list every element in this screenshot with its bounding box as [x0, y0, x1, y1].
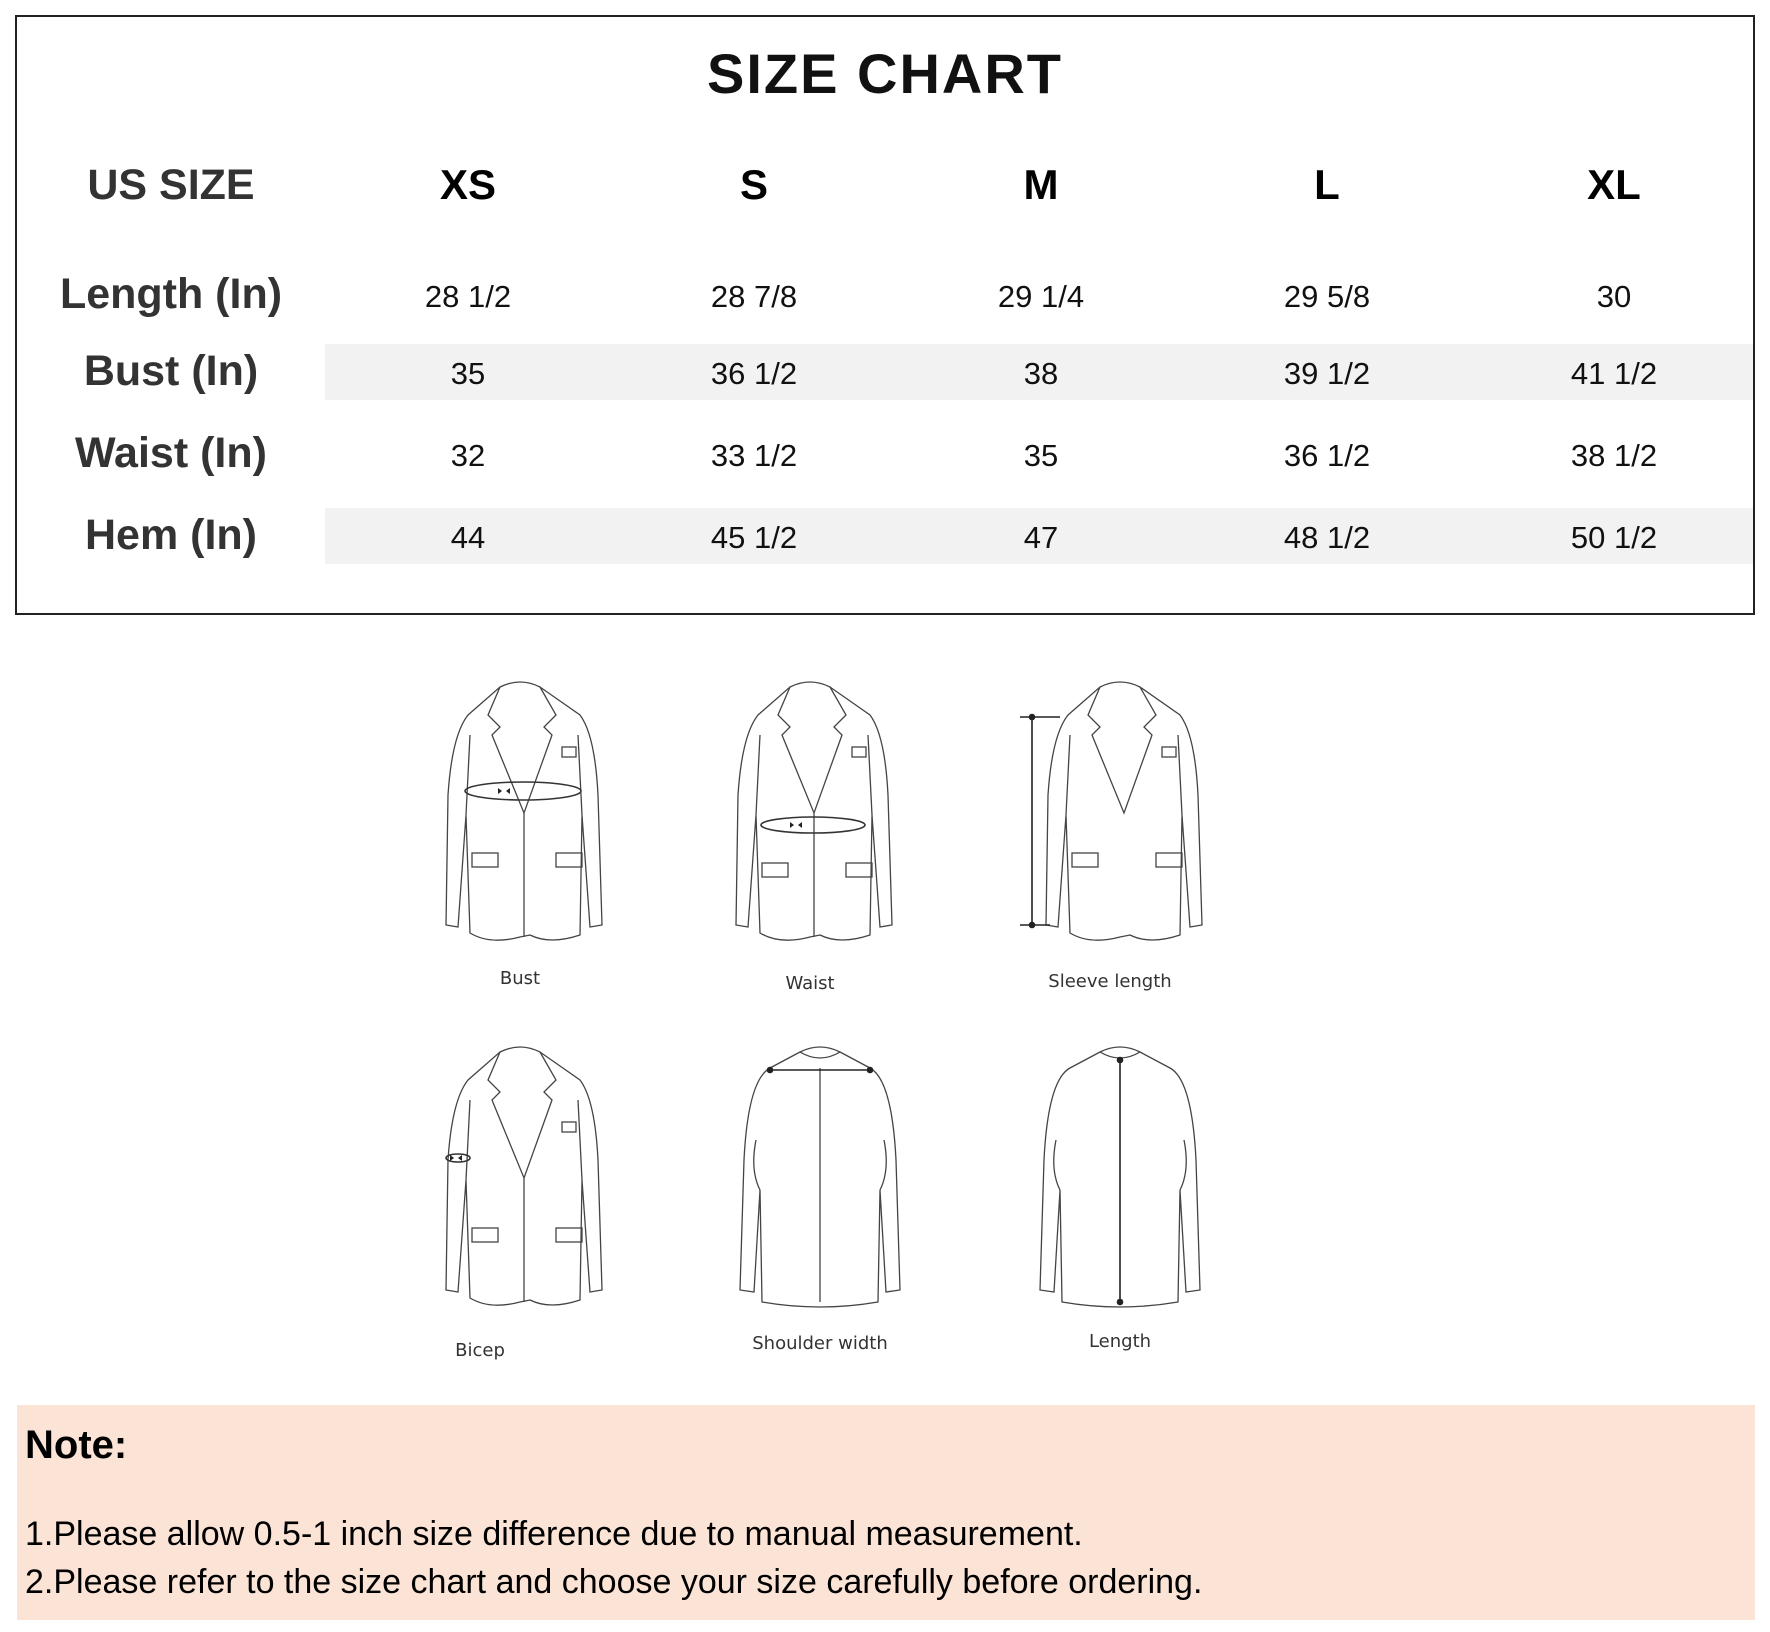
table-cell: 28 1/2	[424, 279, 512, 314]
bicep-diagram	[430, 1040, 610, 1370]
row-label-waist: Waist (In)	[75, 429, 267, 477]
table-cell: 47	[1023, 520, 1059, 555]
waist-caption: Waist	[785, 973, 835, 994]
table-cell: 36 1/2	[710, 356, 798, 391]
size-s: S	[739, 161, 768, 208]
blazer-back-icon	[720, 1040, 920, 1330]
blazer-front-icon	[430, 1040, 610, 1330]
blazer-back-icon	[1020, 1040, 1220, 1330]
table-row	[17, 344, 1753, 400]
note-title: Note:	[25, 1423, 128, 1467]
table-cell: 35	[450, 356, 486, 391]
table-cell: 36 1/2	[1283, 438, 1371, 473]
table-cell: 38	[1023, 356, 1059, 391]
table-row	[17, 267, 1753, 323]
header-row	[17, 155, 1753, 215]
size-m: M	[1023, 161, 1059, 208]
us-size-label: US SIZE	[87, 161, 255, 209]
table-cell: 32	[450, 438, 486, 473]
table-cell: 28 7/8	[710, 279, 798, 314]
sleeve-length-caption: Sleeve length	[1048, 971, 1172, 992]
table-cell: 38 1/2	[1570, 438, 1658, 473]
waist-diagram	[720, 675, 900, 995]
bicep-caption: Bicep	[455, 1340, 505, 1361]
row-label-length: Length (In)	[59, 270, 283, 318]
blazer-front-icon	[1010, 675, 1210, 965]
table-cell: 35	[1023, 438, 1059, 473]
table-row	[17, 508, 1753, 564]
size-table	[17, 17, 1753, 613]
row-label-bust: Bust (In)	[83, 347, 259, 395]
size-xl: XL	[1587, 161, 1641, 208]
table-cell: 30	[1596, 279, 1632, 314]
table-cell: 29 5/8	[1283, 279, 1371, 314]
table-cell: 50 1/2	[1570, 520, 1658, 555]
size-l: L	[1314, 161, 1340, 208]
table-cell: 39 1/2	[1283, 356, 1371, 391]
blazer-front-icon	[720, 675, 900, 965]
blazer-front-icon	[430, 675, 610, 965]
note-box	[17, 1405, 1755, 1620]
table-row	[17, 426, 1753, 482]
sleeve-length-diagram	[1010, 675, 1210, 995]
length-diagram	[1020, 1040, 1220, 1370]
shoulder-width-diagram	[720, 1040, 920, 1370]
size-xs: XS	[439, 161, 497, 208]
table-cell: 33 1/2	[710, 438, 798, 473]
chart-title: SIZE CHART	[707, 42, 1063, 105]
table-cell: 41 1/2	[1570, 356, 1658, 391]
table-cell: 48 1/2	[1283, 520, 1371, 555]
table-cell: 29 1/4	[997, 279, 1085, 314]
note-line: 1.Please allow 0.5-1 inch size difference due to manual measurement.	[25, 1515, 1083, 1553]
table-cell: 44	[450, 520, 486, 555]
table-cell: 45 1/2	[710, 520, 798, 555]
length-caption: Length	[1088, 1331, 1152, 1352]
bust-caption: Bust	[499, 968, 541, 989]
row-label-hem: Hem (In)	[85, 511, 257, 559]
size-chart	[15, 15, 1755, 615]
shoulder-width-caption: Shoulder width	[752, 1333, 888, 1354]
note-line: 2.Please refer to the size chart and choose your size carefully before ordering.	[25, 1563, 1203, 1601]
measurement-diagrams	[400, 660, 1240, 1380]
bust-diagram	[430, 675, 610, 995]
